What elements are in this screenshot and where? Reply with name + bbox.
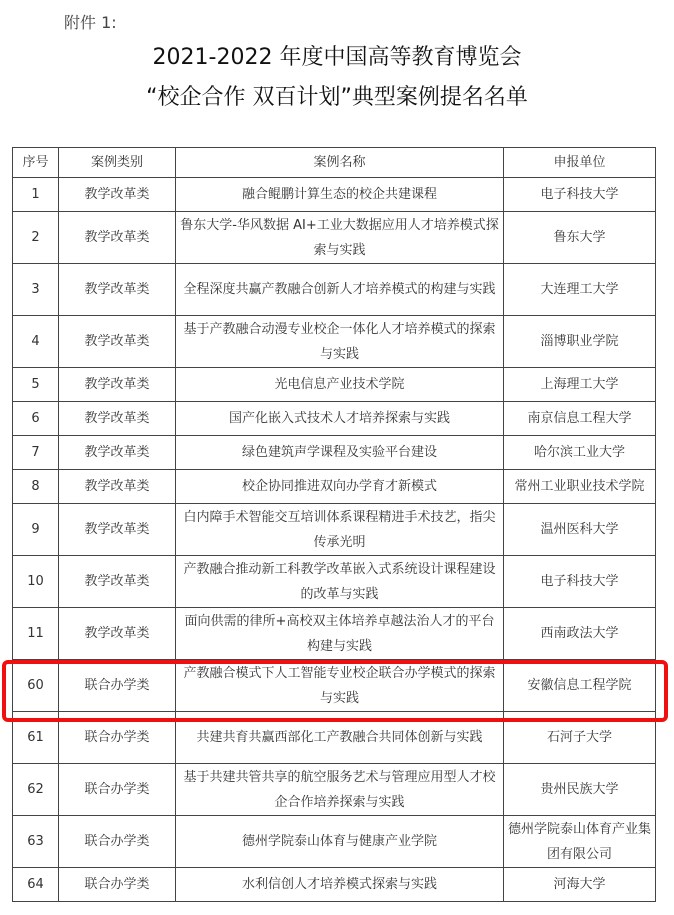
row-category: 教学改革类 xyxy=(59,264,176,316)
table-row xyxy=(13,178,656,212)
row-case-name: 校企协同推进双向办学育才新模式 xyxy=(176,470,504,504)
row-number: 61 xyxy=(13,712,59,764)
table-row xyxy=(13,436,656,470)
row-case-name: 面向供需的律所+高校双主体培养卓越法治人才的平台构建与实践 xyxy=(176,608,504,660)
row-case-name: 国产化嵌入式技术人才培养探索与实践 xyxy=(176,402,504,436)
row-case-name: 全程深度共赢产教融合创新人才培养模式的构建与实践 xyxy=(176,264,504,316)
row-category: 联合办学类 xyxy=(59,764,176,816)
row-category: 教学改革类 xyxy=(59,436,176,470)
row-unit: 电子科技大学 xyxy=(504,556,656,608)
table-row xyxy=(13,556,656,608)
row-unit: 南京信息工程大学 xyxy=(504,402,656,436)
row-number: 62 xyxy=(13,764,59,816)
row-category: 联合办学类 xyxy=(59,816,176,868)
row-unit: 西南政法大学 xyxy=(504,608,656,660)
row-unit: 上海理工大学 xyxy=(504,368,656,402)
row-category: 教学改革类 xyxy=(59,470,176,504)
row-unit: 淄博职业学院 xyxy=(504,316,656,368)
table-row xyxy=(13,264,656,316)
table-row xyxy=(13,764,656,816)
row-case-name: 绿色建筑声学课程及实验平台建设 xyxy=(176,436,504,470)
row-unit: 河海大学 xyxy=(504,868,656,902)
row-number: 5 xyxy=(13,368,59,402)
row-category: 教学改革类 xyxy=(59,368,176,402)
row-case-name: 德州学院泰山体育与健康产业学院 xyxy=(176,816,504,868)
nomination-table xyxy=(12,147,656,902)
table-header-row xyxy=(13,148,656,178)
row-number: 10 xyxy=(13,556,59,608)
row-case-name: 产教融合推动新工科教学改革嵌入式系统设计课程建设的改革与实践 xyxy=(176,556,504,608)
row-case-name: 水利信创人才培养模式探索与实践 xyxy=(176,868,504,902)
table-row xyxy=(13,608,656,660)
header-case-name: 案例名称 xyxy=(176,148,504,178)
row-unit: 石河子大学 xyxy=(504,712,656,764)
row-unit: 常州工业职业技术学院 xyxy=(504,470,656,504)
row-unit: 哈尔滨工业大学 xyxy=(504,436,656,470)
row-category: 教学改革类 xyxy=(59,608,176,660)
row-number: 9 xyxy=(13,504,59,556)
row-category: 联合办学类 xyxy=(59,712,176,764)
row-number: 3 xyxy=(13,264,59,316)
row-unit: 温州医科大学 xyxy=(504,504,656,556)
row-category: 教学改革类 xyxy=(59,402,176,436)
row-unit: 贵州民族大学 xyxy=(504,764,656,816)
row-category: 教学改革类 xyxy=(59,556,176,608)
row-case-name: 鲁东大学-华风数据 AI+工业大数据应用人才培养模式探索与实践 xyxy=(176,212,504,264)
header-no: 序号 xyxy=(13,148,59,178)
row-number: 64 xyxy=(13,868,59,902)
row-category: 联合办学类 xyxy=(59,660,176,712)
row-category: 教学改革类 xyxy=(59,212,176,264)
table-row xyxy=(13,504,656,556)
row-unit: 鲁东大学 xyxy=(504,212,656,264)
document-title-line2: “校企合作 双百计划”典型案例提名名单 xyxy=(146,85,528,110)
row-case-name: 基于产教融合动漫专业校企一体化人才培养模式的探索与实践 xyxy=(176,316,504,368)
row-number: 8 xyxy=(13,470,59,504)
row-case-name: 共建共育共赢西部化工产教融合共同体创新与实践 xyxy=(176,712,504,764)
row-unit: 德州学院泰山体育产业集团有限公司 xyxy=(504,816,656,868)
table-row xyxy=(13,402,656,436)
row-unit: 安徽信息工程学院 xyxy=(504,660,656,712)
table-row xyxy=(13,712,656,764)
table-row xyxy=(13,316,656,368)
row-category: 联合办学类 xyxy=(59,868,176,902)
row-category: 教学改革类 xyxy=(59,178,176,212)
row-category: 教学改革类 xyxy=(59,504,176,556)
attachment-label: 附件 1: xyxy=(64,13,117,32)
row-case-name: 基于共建共管共享的航空服务艺术与管理应用型人才校企合作培养探索与实践 xyxy=(176,764,504,816)
table-row xyxy=(13,368,656,402)
table-row xyxy=(13,660,656,712)
row-case-name: 融合鲲鹏计算生态的校企共建课程 xyxy=(176,178,504,212)
row-unit: 大连理工大学 xyxy=(504,264,656,316)
row-category: 教学改革类 xyxy=(59,316,176,368)
table-row xyxy=(13,816,656,868)
row-case-name: 白内障手术智能交互培训体系课程精进手术技艺，指尖传承光明 xyxy=(176,504,504,556)
row-number: 63 xyxy=(13,816,59,868)
row-number: 60 xyxy=(13,660,59,712)
row-number: 4 xyxy=(13,316,59,368)
table-row xyxy=(13,212,656,264)
row-number: 11 xyxy=(13,608,59,660)
table-row xyxy=(13,470,656,504)
row-number: 2 xyxy=(13,212,59,264)
header-category: 案例类别 xyxy=(59,148,176,178)
document-title-line1: 2021-2022 年度中国高等教育博览会 xyxy=(152,45,522,70)
table-row xyxy=(13,868,656,902)
row-number: 1 xyxy=(13,178,59,212)
row-unit: 电子科技大学 xyxy=(504,178,656,212)
row-number: 7 xyxy=(13,436,59,470)
row-case-name: 光电信息产业技术学院 xyxy=(176,368,504,402)
header-unit: 申报单位 xyxy=(504,148,656,178)
row-number: 6 xyxy=(13,402,59,436)
row-case-name: 产教融合模式下人工智能专业校企联合办学模式的探索与实践 xyxy=(176,660,504,712)
